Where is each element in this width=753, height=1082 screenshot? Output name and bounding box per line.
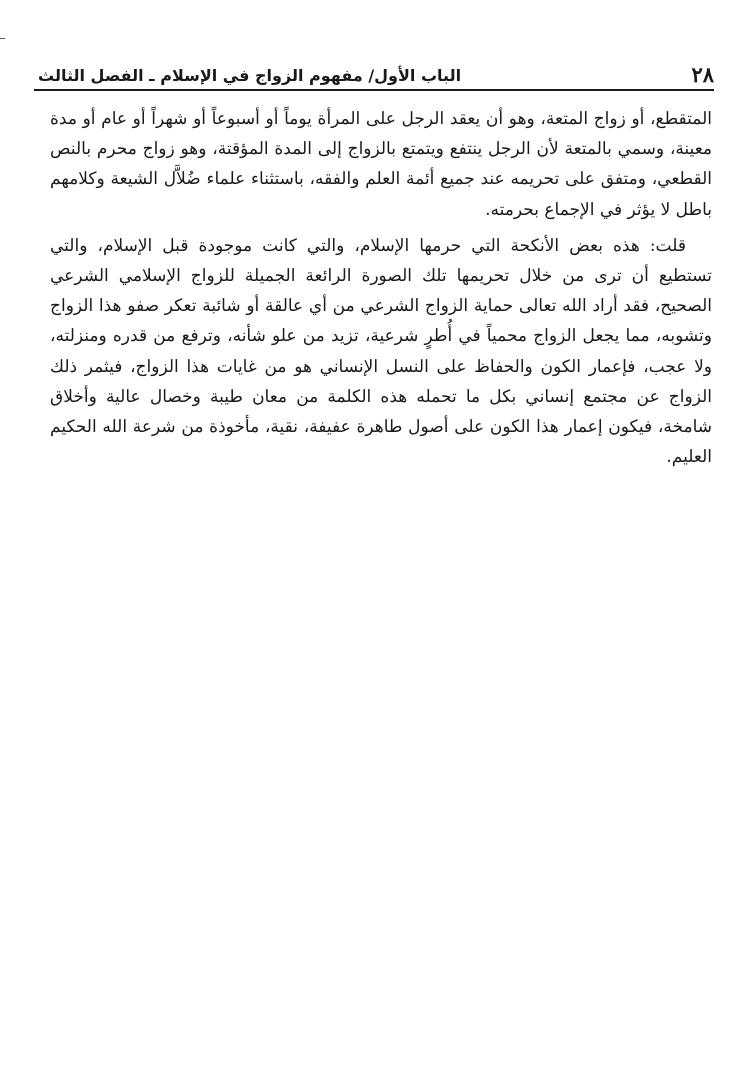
page-number: ٢٨ <box>691 62 714 87</box>
scan-edge-mark <box>0 38 5 39</box>
header-rule <box>34 89 714 91</box>
page-header <box>38 58 714 88</box>
body-text <box>50 104 712 472</box>
paragraph-2: قلت: هذه بعض الأنكحة التي حرمها الإسلام، والتي كانت موجودة قبل الإسلام، والتي تستطيع أن ترى من خلال تحريمها تلك الصورة الرائعة الجميلة للزواج الإسلامي الشرعي الصحيح، فقد أراد الله تعالى حماية الزواج الشرعي من أي عالقة أو شائبة تعكر صفو هذا الزواج وتشوبه، مما يجعل الزواج محمياً في أُطرٍ شرعية، تزيد من علو شأنه، وترفع من قدره ومنزلته، ولا عجب، فإعمار الكون والحفاظ على النسل الإنساني هو من غايات هذا الزواج، فيثمر ذلك الزواج عن مجتمع إنساني بكل ما تحمله هذه الكلمة من معان طيبة وخصال عالية وأخلاق شامخة، فيكون إعمار هذا الكون على أصول طاهرة عفيفة، نقية، مأخوذة من شرعة الله الحكيم العليم. <box>50 235 712 468</box>
paragraph-1: المتقطع، أو زواج المتعة، وهو أن يعقد الرجل على المرأة يوماً أو أسبوعاً أو شهراً أو عام أو مدة معينة، وسمي بالمتعة لأن الرجل ينتفع ويتمتع بالزواج إلى المدة المؤقتة، وهو زواج محرم بالنص القطعي، ومتفق على تحريمه عند جميع أئمة العلم والفقه، باستثناء علماء ضُلاَّل الشيعة وكلامهم باطل لا يؤثر في الإجماع بحرمته. <box>50 109 712 220</box>
running-title: الباب الأول/ مفهوم الزواج في الإسلام ـ الفصل الثالث <box>38 66 462 85</box>
